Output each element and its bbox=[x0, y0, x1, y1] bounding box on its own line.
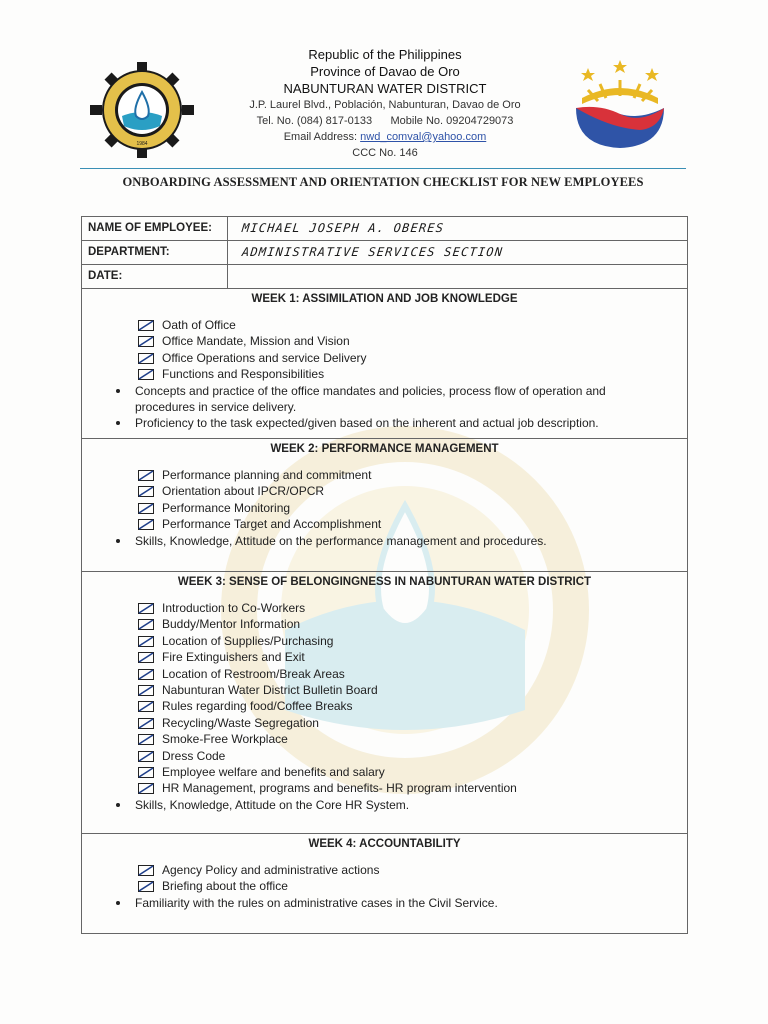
checkmark-box-icon bbox=[138, 652, 154, 663]
bullet-text: Concepts and practice of the office mandates and policies, process flow of operation and procedures in service delivery. bbox=[135, 383, 606, 414]
week-section bbox=[82, 834, 687, 933]
checklist-item[interactable] bbox=[82, 862, 687, 878]
bullet-list bbox=[82, 383, 687, 432]
bullet-dot-icon bbox=[116, 539, 120, 543]
checklist-item-label: Orientation about IPCR/OPCR bbox=[162, 484, 325, 499]
department-value: ADMINISTRATIVE SERVICES SECTION bbox=[241, 245, 504, 259]
checklist-form bbox=[81, 216, 688, 934]
checklist-item-label: Performance planning and commitment bbox=[162, 468, 372, 482]
checklist-item-label: Rules regarding food/Coffee Breaks bbox=[162, 699, 353, 714]
checklist-item-label: Office Mandate, Mission and Vision bbox=[162, 334, 350, 349]
header-divider bbox=[80, 168, 686, 169]
field-divider bbox=[227, 265, 228, 288]
bullet-item bbox=[82, 797, 687, 813]
checkmark-box-icon bbox=[138, 503, 154, 514]
checklist-item-label: Oath of Office bbox=[162, 318, 236, 332]
checklist-item-label: Employee welfare and benefits and salary bbox=[162, 764, 385, 779]
checklist-item[interactable] bbox=[82, 317, 687, 333]
checkmark-box-icon bbox=[138, 636, 154, 647]
employee-name-row bbox=[82, 217, 687, 241]
letterhead-agency: NABUNTURAN WATER DISTRICT bbox=[283, 81, 487, 96]
bullet-item bbox=[82, 383, 687, 416]
checklist-item-label: Fire Extinguishers and Exit bbox=[162, 650, 305, 665]
checklist-item[interactable] bbox=[82, 666, 687, 682]
letterhead bbox=[200, 46, 570, 161]
bullet-text: Skills, Knowledge, Attitude on the Core HR System. bbox=[135, 797, 410, 812]
letterhead-address: J.P. Laurel Blvd., Población, Nabunturan, Davao de Oro bbox=[249, 99, 521, 111]
checklist-items bbox=[82, 317, 687, 383]
letterhead-ccc: CCC No. 146 bbox=[352, 147, 418, 159]
letterhead-republic: Republic of the Philippines bbox=[308, 47, 462, 62]
bullet-dot-icon bbox=[116, 901, 120, 905]
checkmark-box-icon bbox=[138, 603, 154, 614]
week-title: WEEK 3: SENSE OF BELONGINGNESS IN NABUNTURAN WATER DISTRICT bbox=[177, 576, 592, 588]
checkmark-box-icon bbox=[138, 718, 154, 729]
checkmark-box-icon bbox=[138, 336, 154, 347]
checklist-item[interactable] bbox=[82, 467, 687, 483]
checkmark-box-icon bbox=[138, 320, 154, 331]
employee-name-label: NAME OF EMPLOYEE: bbox=[88, 222, 212, 234]
checklist-item-label: Performance Target and Accomplishment bbox=[162, 517, 382, 532]
checklist-item[interactable] bbox=[82, 698, 687, 714]
employee-name-value: MICHAEL JOSEPH A. OBERES bbox=[241, 221, 445, 235]
letterhead-province: Province of Davao de Oro bbox=[310, 64, 460, 79]
checklist-item[interactable] bbox=[82, 878, 687, 894]
bullet-dot-icon bbox=[116, 803, 120, 807]
bullet-dot-icon bbox=[116, 389, 120, 393]
checklist-item[interactable] bbox=[82, 616, 687, 632]
checklist-item[interactable] bbox=[82, 731, 687, 747]
checklist-item-label: HR Management, programs and benefits- HR program intervention bbox=[162, 781, 517, 796]
checklist-items bbox=[82, 600, 687, 797]
week-section bbox=[82, 572, 687, 834]
checklist-items bbox=[82, 467, 687, 533]
checklist-item[interactable] bbox=[82, 333, 687, 349]
checklist-item[interactable] bbox=[82, 600, 687, 616]
week-title: WEEK 2: PERFORMANCE MANAGEMENT bbox=[270, 443, 499, 455]
week-section bbox=[82, 439, 687, 572]
bullet-text: Familiarity with the rules on administrative cases in the Civil Service. bbox=[135, 895, 498, 910]
letterhead-email-line bbox=[200, 129, 570, 145]
checkmark-box-icon bbox=[138, 751, 154, 762]
week-title: WEEK 1: ASSIMILATION AND JOB KNOWLEDGE bbox=[251, 293, 518, 305]
checkmark-box-icon bbox=[138, 881, 154, 892]
checklist-item-label: Functions and Responsibilities bbox=[162, 367, 325, 382]
department-row bbox=[82, 241, 687, 265]
field-divider bbox=[227, 241, 228, 264]
checklist-item[interactable] bbox=[82, 764, 687, 780]
checkmark-box-icon bbox=[138, 486, 154, 497]
date-label: DATE: bbox=[88, 270, 123, 282]
bullet-list bbox=[82, 533, 687, 549]
bullet-list bbox=[82, 895, 687, 911]
checkmark-box-icon bbox=[138, 701, 154, 712]
bullet-text: Proficiency to the task expected/given based on the inherent and actual job description. bbox=[135, 416, 599, 431]
checklist-item-label: Performance Monitoring bbox=[162, 500, 291, 515]
checklist-items bbox=[82, 862, 687, 895]
government-emblem-icon bbox=[570, 58, 670, 154]
checklist-item-label: Location of Supplies/Purchasing bbox=[162, 633, 334, 648]
bullet-item bbox=[82, 895, 687, 911]
field-divider bbox=[227, 217, 228, 240]
checkmark-box-icon bbox=[138, 353, 154, 364]
checklist-item[interactable] bbox=[82, 715, 687, 731]
document-title: ONBOARDING ASSESSMENT AND ORIENTATION CHECKLIST FOR NEW EMPLOYEES bbox=[122, 175, 644, 189]
checklist-item-label: Nabunturan Water District Bulletin Board bbox=[162, 682, 378, 697]
checklist-item-label: Location of Restroom/Break Areas bbox=[162, 666, 345, 681]
checklist-item[interactable] bbox=[82, 748, 687, 764]
checklist-item[interactable] bbox=[82, 633, 687, 649]
email-link[interactable]: nwd_comval@yahoo.com bbox=[360, 131, 487, 143]
checkmark-box-icon bbox=[138, 767, 154, 778]
water-district-logo-icon bbox=[88, 62, 196, 158]
bullet-text: Skills, Knowledge, Attitude on the performance management and procedures. bbox=[135, 533, 547, 548]
bullet-dot-icon bbox=[116, 421, 120, 425]
checklist-item-label: Agency Policy and administrative actions bbox=[162, 863, 380, 877]
checklist-item-label: Smoke-Free Workplace bbox=[162, 732, 288, 747]
checklist-item-label: Buddy/Mentor Information bbox=[162, 617, 301, 632]
bullet-item bbox=[82, 533, 687, 549]
checklist-item-label: Briefing about the office bbox=[162, 879, 288, 894]
logo-year: 1984 bbox=[136, 141, 148, 147]
checklist-item-label: Recycling/Waste Segregation bbox=[162, 715, 319, 730]
checklist-item[interactable] bbox=[82, 780, 687, 796]
checkmark-box-icon bbox=[138, 685, 154, 696]
checklist-item[interactable] bbox=[82, 649, 687, 665]
checkmark-box-icon bbox=[138, 470, 154, 481]
week-title: WEEK 4: ACCOUNTABILITY bbox=[308, 838, 461, 850]
checkmark-box-icon bbox=[138, 519, 154, 530]
checkmark-box-icon bbox=[138, 619, 154, 630]
email-label: Email Address: bbox=[283, 131, 361, 143]
checklist-item[interactable] bbox=[82, 350, 687, 366]
checklist-item[interactable] bbox=[82, 366, 687, 382]
letterhead-phone: Tel. No. (084) 817-0133 Mobile No. 09204729073 bbox=[256, 115, 514, 127]
checklist-item[interactable] bbox=[82, 516, 687, 532]
bullet-list bbox=[82, 797, 687, 813]
checkmark-box-icon bbox=[138, 783, 154, 794]
checkmark-box-icon bbox=[138, 734, 154, 745]
checklist-item[interactable] bbox=[82, 682, 687, 698]
checkmark-box-icon bbox=[138, 669, 154, 680]
checkmark-box-icon bbox=[138, 369, 154, 380]
checklist-item[interactable] bbox=[82, 500, 687, 516]
checklist-item[interactable] bbox=[82, 483, 687, 499]
checklist-item-label: Dress Code bbox=[162, 748, 226, 763]
date-row bbox=[82, 265, 687, 289]
checklist-item-label: Office Operations and service Delivery bbox=[162, 350, 367, 365]
week-section bbox=[82, 289, 687, 439]
bullet-item bbox=[82, 415, 687, 431]
checkmark-box-icon bbox=[138, 865, 154, 876]
checklist-item-label: Introduction to Co-Workers bbox=[162, 601, 306, 615]
department-label: DEPARTMENT: bbox=[88, 246, 170, 258]
